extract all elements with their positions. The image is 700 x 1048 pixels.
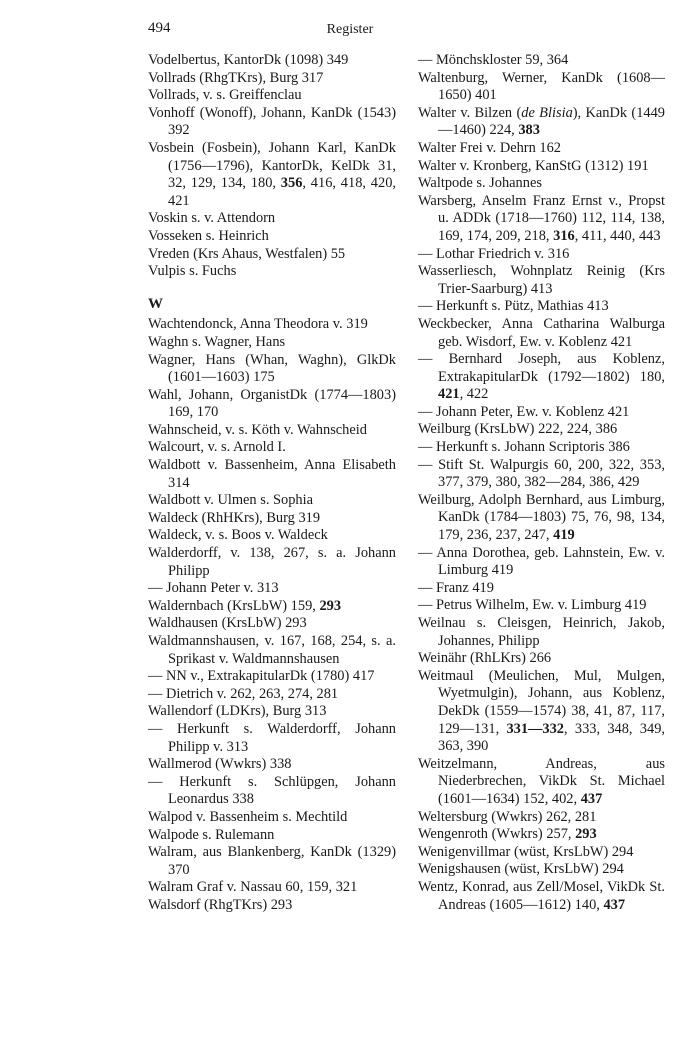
index-entry: Waldernbach (KrsLbW) 159, 293 — [148, 597, 342, 614]
index-entry: Weckbecker, Anna Catharina Walburga geb. Wisdorf, Ew. v. Koblenz 421 — [418, 315, 665, 350]
index-entry: Walderdorff, v. 138, 267, s. a. Johann Philipp — [148, 545, 396, 579]
index-entry: — NN v., ExtrakapitularDk (1780) 417 — [148, 668, 375, 685]
index-entry: Vollrads (RhgTKrs), Burg 317 — [148, 69, 324, 86]
index-entry: — Herkunft s. Johann Scriptoris 386 — [418, 439, 630, 456]
index-entry: Waldeck, v. s. Boos v. Waldeck — [148, 527, 328, 544]
index-entry: Wahnscheid, v. s. Köth v. Wahnscheid — [148, 421, 367, 438]
index-entry: — Petrus Wilhelm, Ew. v. Limburg 419 — [418, 597, 647, 614]
index-entry: Waldmannshausen, v. 167, 168, 254, s. a. Sprikast v. Waldmannshausen — [148, 633, 396, 667]
entries-w-section-continued — [418, 52, 665, 914]
index-entry: Vosbein (Fosbein), Johann Karl, KanDk (1756—1796), KantorDk, KelDk 31, 32, 129, 134, 180, 356, 416, 418, 420, 421 — [148, 139, 396, 209]
index-entry: Walram, aus Blankenberg, KanDk (1329) 370 — [148, 844, 396, 878]
index-entry: Vulpis s. Fuchs — [148, 263, 237, 280]
index-entry: Weilburg, Adolph Bernhard, aus Limburg, KanDk (1784—1803) 75, 76, 98, 134, 179, 236, 237, 247, 419 — [418, 491, 665, 544]
index-entry: Wallendorf (LDKrs), Burg 313 — [148, 703, 327, 720]
index-entry: Weilburg (KrsLbW) 222, 224, 386 — [418, 421, 618, 438]
index-entry: Warsberg, Anselm Franz Ernst v., Propst u. ADDk (1718—1760) 112, 114, 138, 169, 174, 209, 218, 316, 411, 440, 443 — [418, 192, 665, 244]
index-entry: Wengenroth (Wwkrs) 257, 293 — [418, 826, 597, 843]
index-entry: Vollrads, v. s. Greiffenclau — [148, 87, 302, 104]
index-entry: Wasserliesch, Wohnplatz Reinig (Krs Trier-Saarburg) 413 — [418, 263, 665, 297]
entries-v-section — [148, 52, 396, 281]
index-entry: — Lothar Friedrich v. 316 — [418, 245, 570, 262]
index-entry: — Herkunft s. Walderdorff, Johann Philipp v. 313 — [148, 720, 396, 755]
index-entry: Walram Graf v. Nassau 60, 159, 321 — [148, 879, 358, 896]
index-entry: — Mönchskloster 59, 364 — [418, 52, 569, 68]
index-entry: Vodelbertus, KantorDk (1098) 349 — [148, 52, 349, 68]
index-entry: — Herkunft s. Schlüpgen, Johann Leonardus 338 — [148, 773, 396, 808]
running-head: Register — [326, 22, 374, 37]
index-entry: Wagner, Hans (Whan, Waghn), GlkDk (1601—1603) 175 — [148, 351, 396, 386]
index-entry: — Stift St. Walpurgis 60, 200, 322, 353, 377, 379, 380, 382—284, 386, 429 — [418, 456, 665, 491]
index-entry: Vosseken s. Heinrich — [148, 227, 269, 244]
index-entry: — Franz 419 — [418, 579, 494, 596]
index-entry: Wentz, Konrad, aus Zell/Mosel, VikDk St. Andreas (1605—1612) 140, 437 — [418, 878, 665, 913]
index-entry: Wenigshausen (wüst, KrsLbW) 294 — [418, 861, 624, 878]
index-entry: Weltersburg (Wwkrs) 262, 281 — [418, 808, 597, 825]
index-entry: Waldeck (RhHKrs), Burg 319 — [148, 509, 321, 526]
index-entry: — Johann Peter v. 313 — [148, 580, 279, 597]
index-entry: Weitzelmann, Andreas, aus Niederbrechen, VikDk St. Michael (1601—1634) 152, 402, 437 — [418, 755, 665, 807]
index-entry: Waltpode s. Johannes — [418, 175, 542, 192]
index-column-left — [148, 52, 396, 915]
section-letter: W — [148, 295, 163, 312]
index-entry: Weitmaul (Meulichen, Mul, Mulgen, Wyetmulgin), Johann, aus Koblenz, DekDk (1559—1574) 38, 41, 87, 117, 129—131, 331—332, 333, 348, 349, 363, 390 — [418, 667, 665, 755]
entries-w-section — [148, 316, 396, 914]
index-entry: — Dietrich v. 262, 263, 274, 281 — [148, 685, 339, 702]
index-entry: Wallmerod (Wwkrs) 338 — [148, 756, 292, 773]
index-entry: Waldbott v. Ulmen s. Sophia — [148, 492, 313, 509]
index-entry: Walter v. Kronberg, KanStG (1312) 191 — [418, 157, 649, 174]
index-entry: Waldbott v. Bassenheim, Anna Elisabeth 314 — [148, 457, 396, 491]
index-entry: Walpode s. Rulemann — [148, 826, 275, 843]
index-entry: Weinähr (RhLKrs) 266 — [418, 650, 552, 667]
index-entry: Vreden (Krs Ahaus, Westfalen) 55 — [148, 245, 346, 262]
index-entry: Wahl, Johann, OrganistDk (1774—1803) 169, 170 — [148, 386, 396, 421]
page-number: 494 — [148, 20, 171, 36]
index-entry: Walsdorf (RhgTKrs) 293 — [148, 896, 293, 913]
index-entry: Voskin s. v. Attendorn — [148, 210, 276, 227]
index-entry: — Johann Peter, Ew. v. Koblenz 421 — [418, 403, 630, 420]
index-entry: Walcourt, v. s. Arnold I. — [148, 439, 286, 456]
index-entry: Wachtendonck, Anna Theodora v. 319 — [148, 316, 368, 333]
index-entry: Walpod v. Bassenheim s. Mechtild — [148, 808, 348, 825]
index-entry: Weilnau s. Cleisgen, Heinrich, Jakob, Johannes, Philipp — [418, 615, 665, 649]
index-entry: — Anna Dorothea, geb. Lahnstein, Ew. v. Limburg 419 — [418, 544, 665, 579]
index-entry: Walter Frei v. Dehrn 162 — [418, 139, 561, 156]
index-entry: Walter v. Bilzen (de Blisia), KanDk (1449—1460) 224, 383 — [418, 104, 665, 139]
index-entry: Waltenburg, Werner, KanDk (1608—1650) 401 — [418, 69, 665, 104]
index-entry: Waldhausen (KrsLbW) 293 — [148, 615, 307, 632]
index-entry: Waghn s. Wagner, Hans — [148, 333, 286, 350]
index-entry: Vonhoff (Wonoff), Johann, KanDk (1543) 392 — [148, 104, 396, 139]
index-column-right — [418, 52, 665, 914]
index-entry: Wenigenvillmar (wüst, KrsLbW) 294 — [418, 843, 634, 860]
index-entry: — Herkunft s. Pütz, Mathias 413 — [418, 298, 609, 315]
index-entry: — Bernhard Joseph, aus Koblenz, ExtrakapitularDk (1792—1802) 180, 421, 422 — [418, 351, 665, 403]
